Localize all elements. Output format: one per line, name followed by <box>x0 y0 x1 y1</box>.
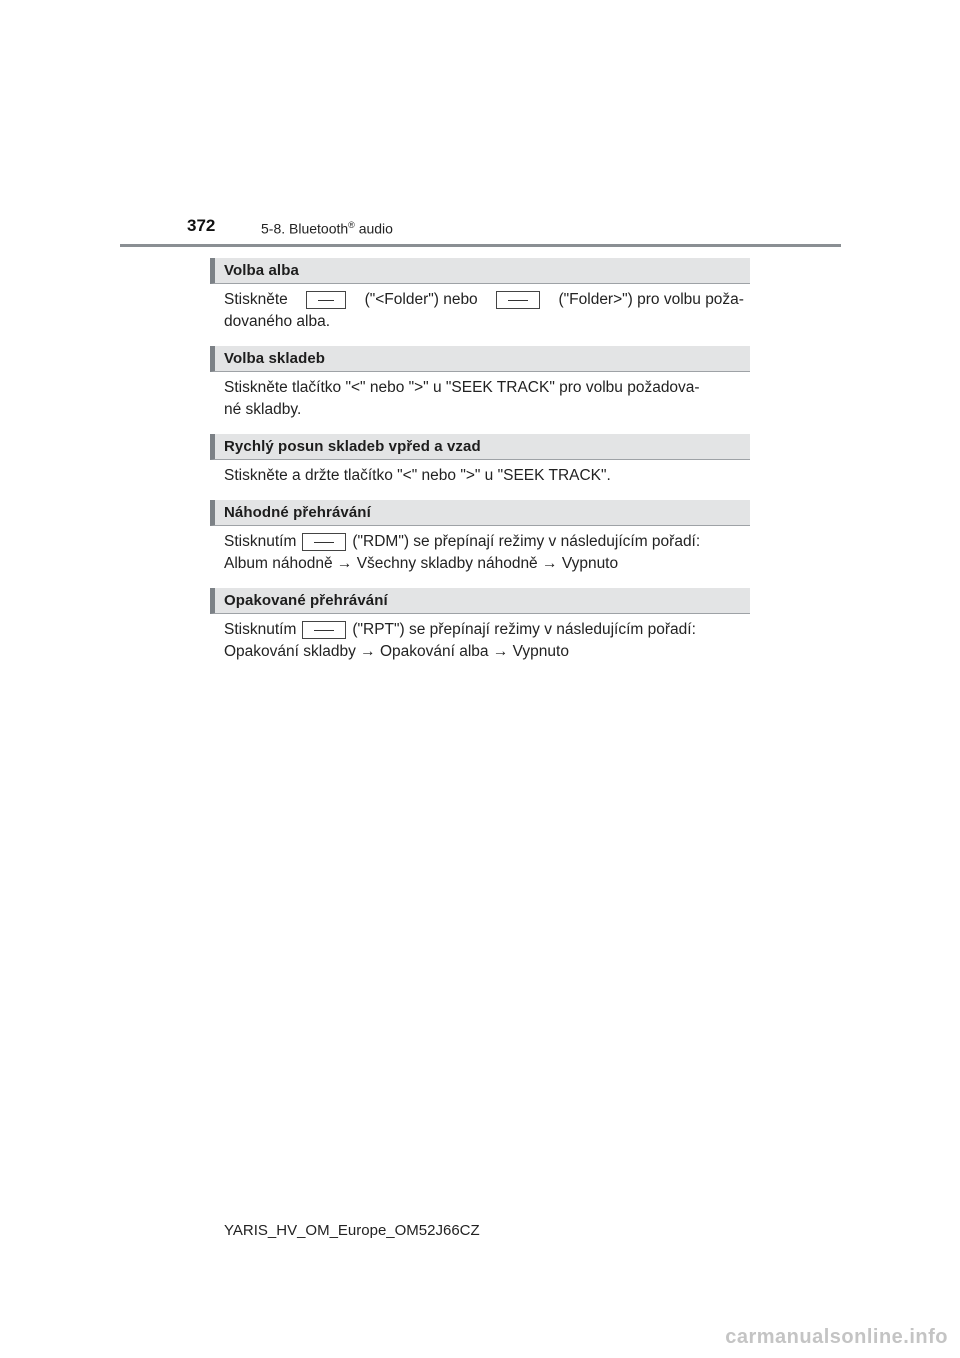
text-segment: Všechny skladby náhodně <box>356 555 538 572</box>
arrow-right-icon: → <box>542 555 558 572</box>
paragraph-line <box>224 641 744 663</box>
folder-up-button-icon <box>496 291 540 309</box>
paragraph-line <box>224 531 744 553</box>
arrow-right-icon: → <box>336 555 353 572</box>
text-segment: Stisknutím <box>224 533 297 550</box>
watermark: carmanualsonline.info <box>725 1326 948 1348</box>
paragraph-line: né skladby. <box>224 401 302 418</box>
text-segment: ("RDM") se přepínají režimy v následujícím pořadí: <box>352 533 701 550</box>
section-title: Náhodné přehrávání <box>224 504 371 521</box>
text-segment: Vypnuto <box>512 643 569 660</box>
section-heading-album-selection <box>210 258 750 284</box>
paragraph-fast-forward-rewind <box>224 465 744 487</box>
arrow-right-icon: → <box>360 643 376 660</box>
text-segment: Opakování alba <box>379 643 489 660</box>
paragraph-line: Stiskněte a držte tlačítko "<" nebo ">" u "SEEK TRACK". <box>224 467 611 484</box>
registered-mark: ® <box>348 220 355 230</box>
arrow-right-icon: → <box>492 643 509 660</box>
page-header <box>0 0 960 250</box>
header-rule <box>120 244 841 247</box>
text-segment: Stisknutím <box>224 621 297 638</box>
text-segment: ("<Folder") nebo <box>364 291 478 308</box>
rpt-button-icon <box>302 621 346 639</box>
paragraph-album-selection <box>224 289 744 333</box>
paragraph-random-playback <box>224 531 744 575</box>
paragraph-track-selection <box>224 377 744 421</box>
section-heading-random-playback <box>210 500 750 526</box>
text-segment: Opakování skladby <box>224 643 356 660</box>
page-number: 372 <box>187 216 216 235</box>
section-heading-repeat-playback <box>210 588 750 614</box>
paragraph-line: dovaného alba. <box>224 313 331 330</box>
rdm-button-icon <box>302 533 346 551</box>
footer-doc-code: YARIS_HV_OM_Europe_OM52J66CZ <box>224 1222 480 1239</box>
section-heading-fast-forward-rewind <box>210 434 750 460</box>
folder-down-button-icon <box>306 291 346 309</box>
section-title: Volba skladeb <box>224 350 326 367</box>
paragraph-line <box>224 619 744 641</box>
text-segment: ("RPT") se přepínají režimy v následujícím pořadí: <box>352 621 696 638</box>
text-segment: ("Folder>") pro volbu poža- <box>558 291 744 308</box>
section-title: Opakované přehrávání <box>224 592 388 609</box>
text-segment: Vypnuto <box>561 555 619 572</box>
text-segment: Album náhodně <box>224 555 333 572</box>
paragraph-line <box>224 553 744 575</box>
section-title: Rychlý posun skladeb vpřed a vzad <box>224 438 481 455</box>
text-segment: Stiskněte <box>224 291 288 308</box>
section-prefix: 5-8. Bluetooth <box>261 220 349 237</box>
section-title: Volba alba <box>224 262 299 279</box>
section-heading-track-selection <box>210 346 750 372</box>
paragraph-line <box>224 289 744 311</box>
paragraph-line: Stiskněte tlačítko "<" nebo ">" u "SEEK TRACK" pro volbu požadova- <box>224 379 700 396</box>
section-suffix: audio <box>354 220 393 237</box>
paragraph-repeat-playback <box>224 619 744 663</box>
section-reference <box>261 220 393 237</box>
